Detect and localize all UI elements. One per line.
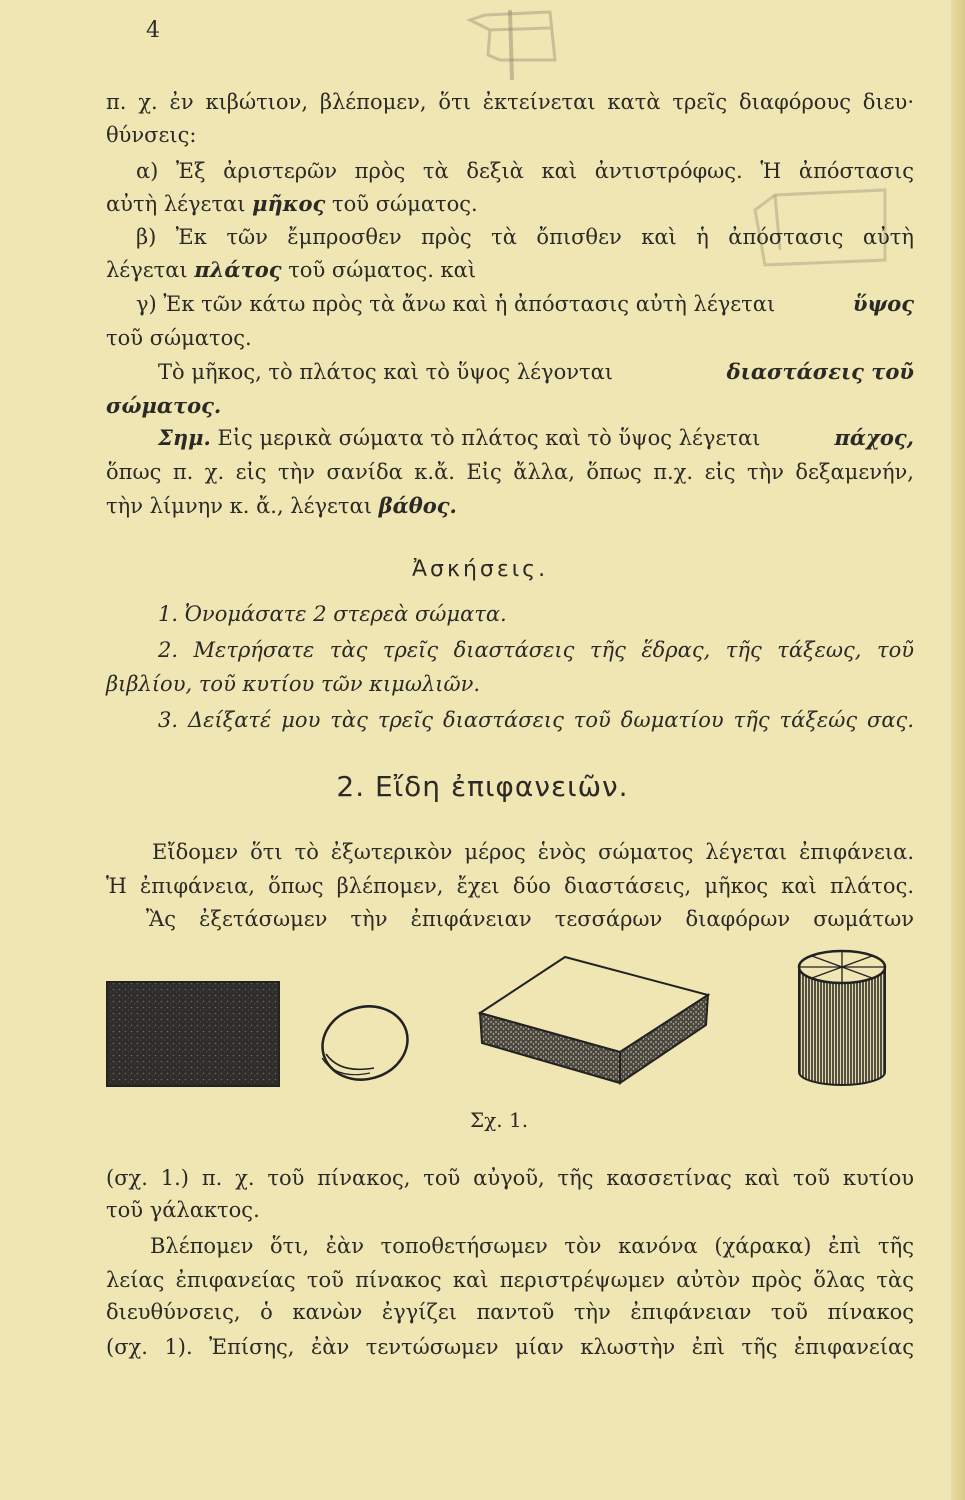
text-line: Ἡ ἐπιφάνεια, ὅπως βλέπομεν, ἔχει δύο διαστάσεις, μῆκος καὶ πλάτος. <box>106 874 914 898</box>
term-width: πλάτος <box>194 257 282 282</box>
text-line: τοῦ γάλακτος. <box>106 1198 260 1222</box>
text-line: Βλέπομεν ὅτι, ἐὰν τοποθετήσωμεν τὸν κανόνα (χάρακα) ἐπὶ τῆς <box>150 1234 914 1258</box>
text-line: (σχ. 1.) π. χ. τοῦ πίνακος, τοῦ αὐγοῦ, τῆς κασσετίνας καὶ τοῦ κυτίου <box>106 1166 914 1190</box>
text-line <box>106 492 457 520</box>
text-line: ὅπως π. χ. εἰς τὴν σανίδα κ.ἄ. Εἰς ἄλλα, ὅπως π.χ. εἰς τὴν δεξαμενήν, <box>106 460 914 484</box>
text-span: Εἰς μερικὰ σώματα τὸ πλάτος καὶ τὸ ὕψος λέγεται <box>210 426 761 450</box>
text-span: τοῦ σώματος. <box>325 192 478 216</box>
blackboard-figure <box>107 982 279 1086</box>
term-length: μῆκος <box>252 191 326 216</box>
figure-1 <box>100 940 920 1090</box>
term-thickness: πάχος, <box>834 425 914 450</box>
text-span: λέγεται <box>106 258 195 282</box>
exercise-item: 1. Ὀνομάσατε 2 στερεὰ σώματα. <box>158 602 507 626</box>
text-span: τὴν λίμνην κ. ἄ., λέγεται <box>106 494 379 518</box>
page-edge <box>951 0 965 1500</box>
exercises-heading: Ἀσκήσεις. <box>412 557 549 582</box>
text-line <box>136 290 914 318</box>
text-line <box>106 256 476 284</box>
text-line: λείας ἐπιφανείας τοῦ πίνακος καὶ περιστρέψωμεν αὐτὸν πρὸς ὅλας τὰς <box>106 1268 914 1292</box>
text-line: β) Ἐκ τῶν ἔμπροσθεν πρὸς τὰ ὄπισθεν καὶ ἡ ἀπόστασις αὐτὴ <box>136 225 914 249</box>
figure-caption: Σχ. 1. <box>470 1108 529 1132</box>
term-dimensions-cont: σώματος. <box>106 393 222 418</box>
text-span: τοῦ σώματος. καὶ <box>281 258 477 282</box>
text-line: Ἂς ἐξετάσωμεν τὴν ἐπιφάνειαν τεσσάρων διαφόρων σωμάτων <box>146 907 914 931</box>
text-span: γ) Ἐκ τῶν κάτω πρὸς τὰ ἄνω καὶ ἡ ἀπόστασις αὐτὴ λέγεται <box>136 292 776 316</box>
text-line: Εἴδομεν ὅτι τὸ ἐξωτερικὸν μέρος ἑνὸς σώματος λέγεται ἐπιφάνεια. <box>152 840 914 864</box>
egg-figure <box>314 997 417 1090</box>
exercise-item: 3. Δείξατέ μου τὰς τρεῖς διαστάσεις τοῦ δωματίου τῆς τάξεώς σας. <box>158 708 914 732</box>
text-span: Τὸ μῆκος, τὸ πλάτος καὶ τὸ ὕψος λέγονται <box>158 360 614 384</box>
term-height: ὕψος <box>852 291 914 316</box>
section-heading: 2. Εἴδη ἐπιφανειῶν. <box>336 770 629 803</box>
text-line <box>106 190 478 218</box>
text-line <box>158 424 914 452</box>
text-line: διευθύνσεις, ὁ κανὼν ἐγγίζει παντοῦ τὴν ἐπιφάνειαν τοῦ πίνακος <box>106 1300 914 1324</box>
text-line: (σχ. 1). Ἐπίσης, ἐὰν τεντώσωμεν μίαν κλωστὴν ἐπὶ τῆς ἐπιφανείας <box>106 1335 914 1359</box>
text-line: τοῦ σώματος. <box>106 326 252 350</box>
text-line <box>106 392 221 420</box>
term-depth: βάθος. <box>378 493 457 518</box>
text-line: θύνσεις: <box>106 123 197 147</box>
text-line <box>158 358 914 386</box>
text-span: αὐτὴ λέγεται <box>106 192 253 216</box>
term-dimensions: διαστάσεις τοῦ <box>726 359 914 384</box>
exercise-item: 2. Μετρήσατε τὰς τρεῖς διαστάσεις τῆς ἕδρας, τῆς τάξεως, τοῦ <box>158 638 914 662</box>
text-line: π. χ. ἐν κιβώτιον, βλέπομεν, ὅτι ἐκτείνεται κατὰ τρεῖς διαφόρους διευ· <box>106 90 914 114</box>
exercise-item-cont: βιβλίου, τοῦ κυτίου τῶν κιμωλιῶν. <box>106 672 481 696</box>
page-number: 4 <box>146 18 160 43</box>
pencil-box-figure <box>480 957 708 1083</box>
note-label: Σημ. <box>158 425 211 450</box>
text-line: α) Ἐξ ἀριστερῶν πρὸς τὰ δεξιὰ καὶ ἀντιστρόφως. Ἡ ἀπόστασις <box>136 159 914 183</box>
milk-can-figure <box>799 951 885 1085</box>
pencil-sketch-top <box>440 0 580 90</box>
